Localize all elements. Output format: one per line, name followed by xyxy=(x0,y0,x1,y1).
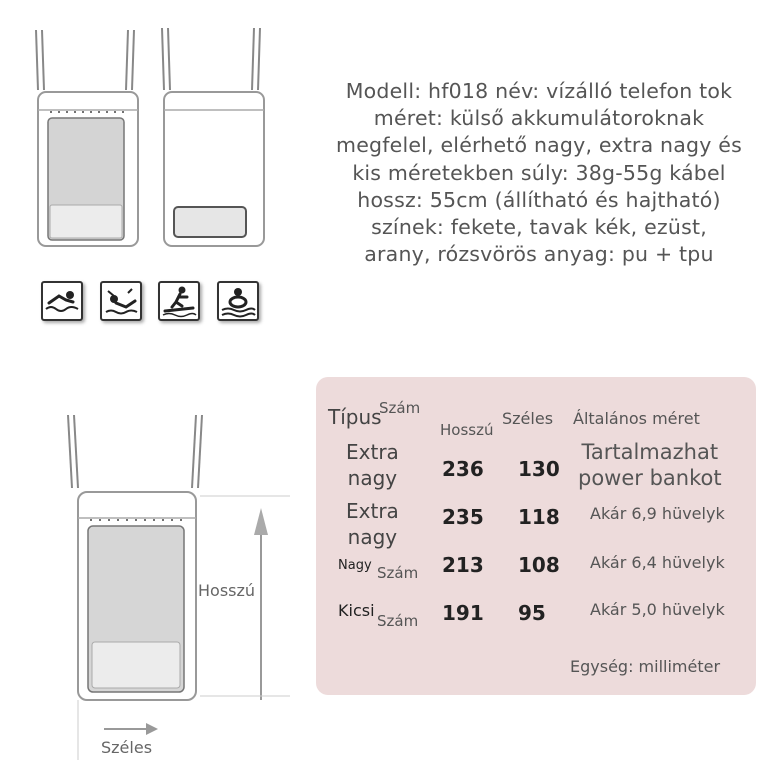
surfing-icon xyxy=(158,281,200,321)
product-description: Modell: hf018 név: vízálló telefon tok méret: külső akkumulátoroknak megfelel, elérhető nagy, extra nagy és kis méretekben súly: 38g-55g kábel hossz: 55cm (állítható és hajtható) színek: fekete, tavak kék, ezüst, arany, rózsvörös anyag: pu + tpu xyxy=(336,79,742,267)
row-3-length: 213 xyxy=(442,553,484,577)
pouch-back-illustration xyxy=(162,28,264,246)
pouch-illustrations xyxy=(0,0,300,260)
floating-icon xyxy=(217,281,259,321)
row-2-name: Extra nagy xyxy=(346,499,399,549)
row-4-length: 191 xyxy=(442,601,484,625)
row-2-width: 118 xyxy=(518,505,560,529)
header-length: Hosszú xyxy=(440,421,494,439)
row-2-note: Akár 6,9 hüvelyk xyxy=(590,504,725,523)
width-label: Széles xyxy=(101,738,153,757)
dimension-diagram xyxy=(0,400,310,770)
row-1-note: Tartalmazhat power bankot xyxy=(578,440,722,490)
row-4-name: Kicsi xyxy=(338,601,375,620)
pouch-front-illustration xyxy=(36,30,138,246)
row-3-note: Akár 6,4 hüvelyk xyxy=(590,553,725,572)
row-1-length: 236 xyxy=(442,457,484,481)
row-4-name-sub: Szám xyxy=(377,612,419,630)
header-width: Széles xyxy=(502,409,554,428)
row-4-note: Akár 5,0 hüvelyk xyxy=(590,600,725,619)
header-type: Típus xyxy=(328,405,382,429)
row-1-width: 130 xyxy=(518,457,560,481)
row-1-name: Extra nagy xyxy=(346,440,399,490)
row-3-width: 108 xyxy=(518,553,560,577)
row-4-width: 95 xyxy=(518,601,546,625)
snorkeling-icon xyxy=(100,281,142,321)
size-table xyxy=(316,377,756,695)
row-2-length: 235 xyxy=(442,505,484,529)
row-3-name: Nagy xyxy=(338,558,372,573)
swimming-icon xyxy=(41,281,83,321)
header-general-size: Általános méret xyxy=(573,409,700,428)
row-3-name-sub: Szám xyxy=(377,564,419,582)
header-type-sub: Szám xyxy=(379,399,421,417)
unit-label: Egység: milliméter xyxy=(570,657,721,676)
length-label: Hosszú xyxy=(198,581,256,600)
